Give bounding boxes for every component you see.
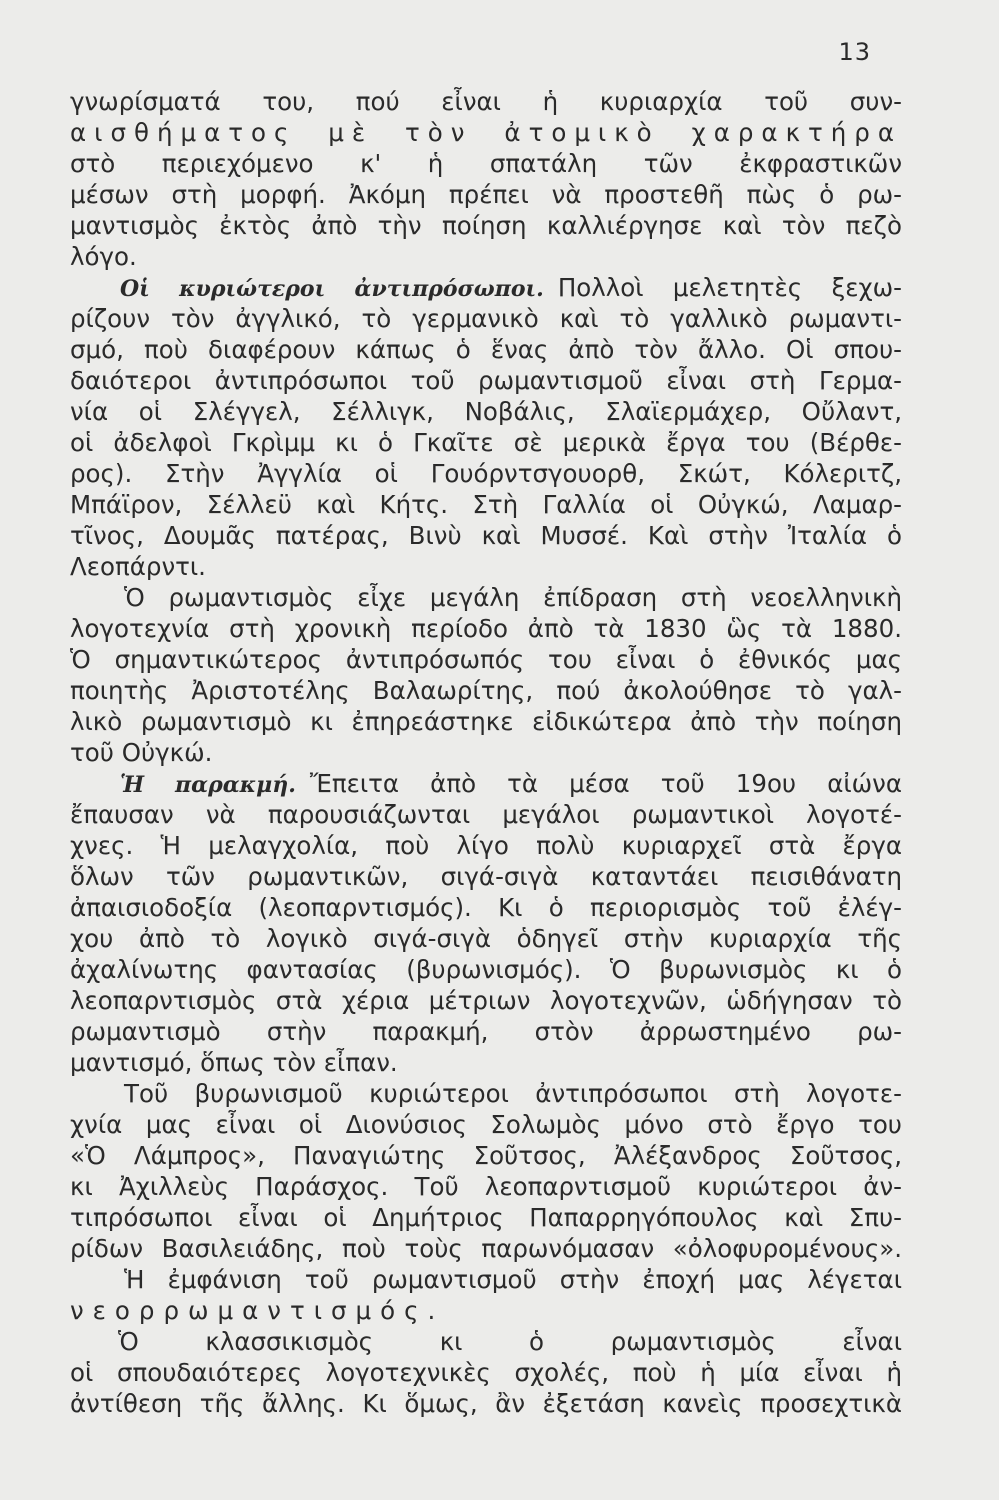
page-number: 13 bbox=[838, 38, 871, 66]
text-line: τῖνος, Δουμᾶς πατέρας, Βινὺ καὶ Μυσσέ. Καὶ στὴν Ἰταλία ὁ bbox=[70, 521, 902, 550]
text-line: μαντισμὸς ἐκτὸς ἀπὸ τὴν ποίηση καλλιέργησε καὶ τὸν πεζὸ bbox=[70, 211, 902, 240]
text-line: ἀντίθεση τῆς ἄλλης. Κι ὅμως, ἂν ἐξετάση κανεὶς προσεχτικὰ bbox=[70, 1389, 902, 1418]
text-line: χνες. Ἡ μελαγχολία, ποὺ λίγο πολὺ κυριαρχεῖ στὰ ἔργα bbox=[70, 831, 902, 860]
text-line: ὅλων τῶν ρωμαντικῶν, σιγά-σιγὰ καταντάει πεισιθάνατη bbox=[70, 862, 902, 891]
text-line: λογοτεχνία στὴ χρονικὴ περίοδο ἀπὸ τὰ 1830 ὣς τὰ 1880. bbox=[70, 614, 902, 643]
text-line: λεοπαρντισμὸς στὰ χέρια μέτριων λογοτεχνῶν, ὡδήγησαν τὸ bbox=[70, 986, 902, 1015]
text-line: ποιητὴς Ἀριστοτέλης Βαλαωρίτης, πού ἀκολούθησε τὸ γαλ- bbox=[70, 676, 902, 705]
text-line: Ὁ ρωμαντισμὸς εἶχε μεγάλη ἐπίδραση στὴ νεοελληνικὴ bbox=[124, 583, 902, 612]
text-line: αισθήματος μὲ τὸν ἀτομικὸ χαρακτήρα bbox=[70, 118, 902, 147]
body-text bbox=[70, 86, 902, 1419]
text-line: ρίζουν τὸν ἀγγλικό, τὸ γερμανικὸ καὶ τὸ γαλλικὸ ρωμαντι- bbox=[70, 304, 902, 333]
text-line: νία οἱ Σλέγγελ, Σέλλιγκ, Νοβάλις, Σλαϊερμάχερ, Οὔλαντ, bbox=[70, 397, 902, 426]
text-line: σμό, ποὺ διαφέρουν κάπως ὁ ἕνας ἀπὸ τὸν ἄλλο. Οἱ σπου- bbox=[70, 335, 902, 364]
text-line: Ὁ σημαντικώτερος ἀντιπρόσωπός του εἶναι ὁ ἐθνικός μας bbox=[70, 645, 902, 674]
text-line: στὸ περιεχόμενο κ' ἡ σπατάλη τῶν ἐκφραστικῶν bbox=[70, 149, 902, 178]
text-line: «Ὁ Λάμπρος», Παναγιώτης Σοῦτσος, Ἀλέξανδρος Σοῦτσος, bbox=[70, 1141, 902, 1170]
text-line: τιπρόσωποι εἶναι οἱ Δημήτριος Παπαρρηγόπουλος καὶ Σπυ- bbox=[70, 1203, 902, 1232]
text-line: μέσων στὴ μορφή. Ἀκόμη πρέπει νὰ προστεθῆ πὼς ὁ ρω- bbox=[70, 180, 902, 209]
text-line: κι Ἀχιλλεὺς Παράσχος. Τοῦ λεοπαρντισμοῦ κυριώτεροι ἀν- bbox=[70, 1172, 902, 1201]
text-line: ρος). Στὴν Ἀγγλία οἱ Γουόρντσγουορθ, Σκώτ, Κόλεριτζ, bbox=[70, 459, 902, 488]
text-line: ἀπαισιοδοξία (λεοπαρντισμός). Κι ὁ περιορισμὸς τοῦ ἐλέγ- bbox=[70, 893, 902, 922]
text-line: λόγο. bbox=[70, 242, 137, 271]
text-line: Οἱ κυριώτεροι ἀντιπρόσωποι. Πολλοὶ μελετητὲς ξεχω- bbox=[120, 273, 902, 302]
text-line: χου ἀπὸ τὸ λογικὸ σιγά-σιγὰ ὁδηγεῖ στὴν κυριαρχία τῆς bbox=[70, 924, 902, 953]
text-line: Ἡ ἐμφάνιση τοῦ ρωμαντισμοῦ στὴν ἐποχή μας λέγεται bbox=[124, 1265, 902, 1294]
text-line: τοῦ Οὐγκώ. bbox=[70, 738, 213, 767]
text-line: δαιότεροι ἀντιπρόσωποι τοῦ ρωμαντισμοῦ εἶναι στὴ Γερμα- bbox=[70, 366, 902, 395]
text-line: οἱ ἀδελφοὶ Γκρὶμμ κι ὁ Γκαῖτε σὲ μερικὰ ἔργα του (Βέρθε- bbox=[70, 428, 902, 457]
text-line: χνία μας εἶναι οἱ Διονύσιος Σολωμὸς μόνο στὸ ἔργο του bbox=[70, 1110, 902, 1139]
text-line: οἱ σπουδαιότερες λογοτεχνικὲς σχολές, ποὺ ἡ μία εἶναι ἡ bbox=[70, 1358, 902, 1387]
text-line: νεορρωμαντισμός. bbox=[70, 1296, 445, 1325]
text-line: ἀχαλίνωτης φαντασίας (βυρωνισμός). Ὁ βυρωνισμὸς κι ὁ bbox=[70, 955, 902, 984]
text-line: ἔπαυσαν νὰ παρουσιάζωνται μεγάλοι ρωμαντικοὶ λογοτέ- bbox=[70, 800, 902, 829]
text-line: Τοῦ βυρωνισμοῦ κυριώτεροι ἀντιπρόσωποι στὴ λογοτε- bbox=[124, 1079, 902, 1108]
text-line: Λεοπάρντι. bbox=[70, 552, 206, 581]
text-line: ρίδων Βασιλειάδης, ποὺ τοὺς παρωνόμασαν «ὀλοφυρομένους». bbox=[70, 1234, 902, 1263]
text-line: γνωρίσματά του, πού εἶναι ἡ κυριαρχία τοῦ συν- bbox=[70, 87, 902, 116]
text-line: λικὸ ρωμαντισμὸ κι ἐπηρεάστηκε εἰδικώτερα ἀπὸ τὴν ποίηση bbox=[70, 707, 902, 736]
text-line: Ὁ κλασσικισμὸς κι ὁ ρωμαντισμὸς εἶναι bbox=[118, 1327, 902, 1356]
text-line: Ἡ παρακμή. Ἔπειτα ἀπὸ τὰ μέσα τοῦ 19ου αἰώνα bbox=[120, 769, 902, 798]
section-heading-representatives: Οἱ κυριώτεροι ἀντιπρόσωποι. bbox=[120, 276, 544, 302]
text-line: μαντισμό, ὅπως τὸν εἶπαν. bbox=[70, 1048, 398, 1077]
text-line: Μπάϊρον, Σέλλεϋ καὶ Κήτς. Στὴ Γαλλία οἱ Οὐγκώ, Λαμαρ- bbox=[70, 490, 902, 519]
text-line: ρωμαντισμὸ στὴν παρακμή, στὸν ἀρρωστημένο ρω- bbox=[70, 1017, 902, 1046]
section-heading-decline: Ἡ παρακμή. bbox=[120, 772, 296, 798]
